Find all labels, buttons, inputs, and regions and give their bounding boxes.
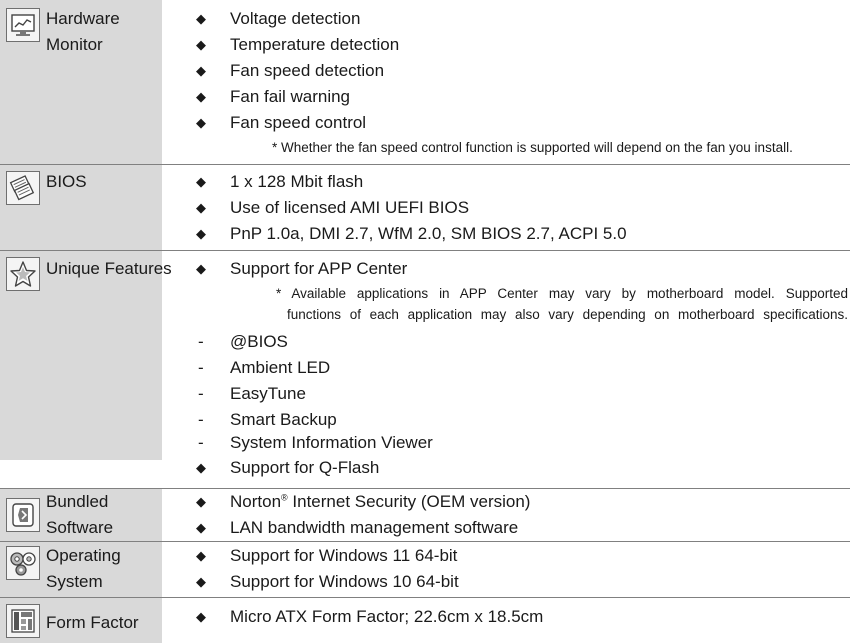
monitor-chart-icon xyxy=(6,8,40,42)
sub-item: System Information Viewer xyxy=(230,433,433,452)
spec-item: Voltage detection xyxy=(230,9,361,28)
bullet: ◆ xyxy=(196,37,206,52)
spec-item: 1 x 128 Mbit flash xyxy=(230,172,364,191)
sub-item: EasyTune xyxy=(230,384,306,403)
bullet: ◆ xyxy=(196,520,206,535)
bullet: ◆ xyxy=(196,548,206,563)
row-form-factor xyxy=(0,598,850,643)
board-layout-icon xyxy=(6,604,40,638)
section-label: Bundled xyxy=(46,492,109,511)
row-operating-system xyxy=(0,542,850,597)
bullet: ◆ xyxy=(196,200,206,215)
star-icon xyxy=(6,257,40,291)
spec-item: Fan speed detection xyxy=(230,61,385,80)
section-label: System xyxy=(46,572,103,591)
bullet: ◆ xyxy=(196,115,206,130)
section-label: BIOS xyxy=(46,172,87,191)
bullet: ◆ xyxy=(196,261,206,276)
section-label: Software xyxy=(46,518,114,537)
footnote: * Whether the fan speed control function is supported will depend on the fan you install. xyxy=(272,140,793,155)
sub-item: Smart Backup xyxy=(230,410,337,429)
spec-item: Support for Windows 10 64-bit xyxy=(230,572,459,591)
sub-item: Ambient LED xyxy=(230,358,331,377)
bullet: ◆ xyxy=(196,574,206,589)
gears-icon xyxy=(6,546,40,580)
row-bundled-software xyxy=(0,489,850,541)
section-label: Monitor xyxy=(46,35,103,54)
row-hardware-monitor xyxy=(0,0,850,164)
section-label: Unique Features xyxy=(46,259,172,278)
dash: - xyxy=(198,384,204,403)
spec-item: Micro ATX Form Factor; 22.6cm x 18.5cm xyxy=(230,607,544,626)
spec-item: Temperature detection xyxy=(230,35,400,54)
bullet: ◆ xyxy=(196,174,206,189)
spec-item: Support for APP Center xyxy=(230,259,408,278)
row-unique-features xyxy=(0,251,850,477)
bullet: ◆ xyxy=(196,89,206,104)
dash: - xyxy=(198,358,204,377)
spec-item: Fan speed control xyxy=(230,113,367,132)
norton-rest: Internet Security (OEM version) xyxy=(287,492,531,511)
spec-item: Fan fail warning xyxy=(230,87,351,106)
bios-chips-icon xyxy=(6,171,40,205)
footnote: * Available applications in APP Center may vary by motherboard model. Supported xyxy=(276,286,848,301)
section-label: Operating xyxy=(46,546,121,565)
bullet: ◆ xyxy=(196,494,206,509)
row-bios xyxy=(0,165,850,250)
sub-item: @BIOS xyxy=(230,332,288,351)
bullet: ◆ xyxy=(196,11,206,26)
spec-item: PnP 1.0a, DMI 2.7, WfM 2.0, SM BIOS 2.7, ACPI 5.0 xyxy=(230,224,627,243)
bullet: ◆ xyxy=(196,63,206,78)
dash: - xyxy=(198,433,204,452)
software-box-icon xyxy=(6,498,40,532)
section-label: Hardware xyxy=(46,9,120,28)
norton-name: Norton xyxy=(230,492,282,511)
spec-item: Support for Windows 11 64-bit xyxy=(230,546,458,565)
footnote: functions of each application may also vary depending on motherboard specifications. xyxy=(287,307,848,322)
registered-mark: ® xyxy=(281,492,288,503)
spec-item: LAN bandwidth management software xyxy=(230,518,519,537)
bullet: ◆ xyxy=(196,460,206,475)
bullet: ◆ xyxy=(196,226,206,241)
bullet: ◆ xyxy=(196,609,206,624)
dash: - xyxy=(198,410,204,429)
section-label: Form Factor xyxy=(46,613,139,632)
spec-item: Use of licensed AMI UEFI BIOS xyxy=(230,198,470,217)
spec-item xyxy=(230,489,530,514)
spec-item: Support for Q-Flash xyxy=(230,458,380,477)
dash: - xyxy=(198,332,204,351)
